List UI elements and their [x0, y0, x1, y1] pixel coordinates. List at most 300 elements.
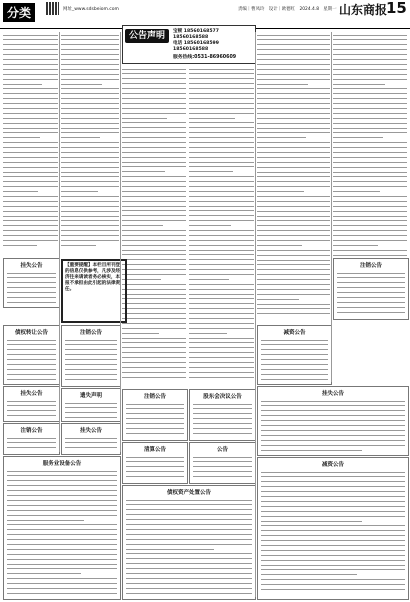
text-line	[61, 166, 119, 169]
text-line	[61, 141, 119, 144]
text-line	[65, 441, 117, 444]
text-line	[257, 190, 304, 193]
text-line	[126, 508, 252, 511]
text-line	[257, 127, 330, 130]
notice-box	[61, 423, 121, 455]
text-line	[3, 48, 58, 51]
text-line	[333, 234, 407, 237]
notice-box	[122, 442, 188, 484]
text-line	[333, 224, 407, 227]
text-line	[122, 361, 186, 364]
text-line	[3, 171, 58, 174]
text-line	[3, 136, 40, 139]
text-line	[189, 376, 254, 379]
text-line	[261, 549, 405, 552]
text-line	[122, 107, 186, 110]
text-line	[189, 161, 254, 164]
text-line	[261, 583, 405, 586]
text-line	[7, 543, 117, 546]
text-line	[7, 414, 56, 417]
text-line	[257, 205, 330, 208]
text-line	[61, 43, 119, 46]
text-line	[333, 205, 407, 208]
text-line	[122, 102, 186, 105]
text-line	[333, 102, 407, 105]
text-line	[7, 514, 117, 517]
text-column-5	[257, 32, 330, 322]
text-line	[7, 281, 56, 284]
text-line	[61, 205, 119, 208]
notice-box	[3, 456, 121, 600]
text-line	[7, 489, 117, 492]
text-line	[7, 358, 56, 361]
notice-title: 注销公告	[79, 330, 102, 336]
text-line	[257, 244, 302, 247]
text-line	[65, 363, 117, 366]
text-line	[333, 63, 407, 66]
text-line	[333, 127, 407, 130]
text-line	[257, 259, 330, 262]
text-line	[337, 286, 405, 289]
text-line	[122, 195, 186, 198]
text-line	[122, 317, 186, 320]
text-line	[257, 87, 330, 90]
text-line	[333, 117, 407, 120]
text-line	[189, 180, 254, 183]
text-line	[333, 254, 407, 257]
text-line	[189, 190, 254, 193]
text-line	[189, 224, 231, 227]
text-line	[189, 141, 254, 144]
text-line	[3, 166, 58, 169]
text-line	[122, 156, 186, 159]
text-column-4	[189, 66, 254, 386]
text-line	[122, 346, 186, 349]
text-line	[65, 348, 117, 351]
text-line	[126, 475, 184, 478]
text-line	[3, 229, 58, 232]
text-line	[61, 210, 119, 213]
text-line	[61, 92, 119, 95]
column-divider	[331, 32, 332, 382]
text-line	[189, 297, 254, 300]
text-line	[7, 582, 117, 585]
text-line	[257, 273, 330, 276]
ad-hotline: 服务热线:0531-86960609	[173, 55, 237, 60]
text-line	[122, 136, 186, 139]
text-line	[3, 53, 58, 56]
text-line	[193, 475, 252, 478]
text-line	[122, 77, 186, 80]
text-line	[126, 528, 252, 531]
text-line	[65, 368, 117, 371]
text-line	[7, 563, 117, 566]
text-line	[3, 122, 58, 125]
text-line	[189, 151, 254, 154]
text-line	[189, 146, 254, 149]
text-line	[61, 239, 119, 242]
text-line	[189, 92, 254, 95]
text-line	[122, 356, 186, 359]
text-line	[257, 293, 330, 296]
text-line	[126, 403, 184, 406]
text-line	[3, 87, 58, 90]
text-line	[257, 210, 330, 213]
text-line	[3, 180, 58, 183]
text-line	[193, 412, 252, 415]
text-line	[61, 112, 119, 115]
text-line	[257, 200, 330, 203]
text-line	[61, 117, 119, 120]
text-line	[7, 479, 117, 482]
notice-title: 注销公告	[20, 428, 43, 434]
text-line	[257, 34, 330, 37]
text-line	[65, 358, 117, 361]
text-line	[61, 175, 119, 178]
text-line	[257, 102, 330, 105]
text-line	[189, 322, 254, 325]
text-line	[261, 529, 405, 532]
text-line	[122, 258, 186, 261]
text-line	[257, 97, 330, 100]
text-line	[65, 378, 117, 381]
text-line	[189, 112, 254, 115]
text-line	[261, 559, 405, 562]
text-line	[257, 229, 330, 232]
text-line	[126, 533, 252, 536]
text-line	[261, 404, 405, 407]
text-line	[7, 409, 56, 412]
text-line	[122, 126, 186, 129]
text-line	[189, 288, 254, 291]
text-line	[333, 180, 407, 183]
text-line	[257, 131, 330, 134]
notice-title: 注销公告	[359, 263, 382, 269]
text-line	[257, 58, 330, 61]
text-line	[257, 83, 308, 86]
text-line	[7, 363, 56, 366]
text-line	[3, 141, 58, 144]
text-line	[7, 301, 56, 304]
text-line	[122, 87, 186, 90]
text-line	[122, 170, 165, 173]
text-line	[333, 43, 407, 46]
text-line	[61, 83, 102, 86]
notice-title: 挂失公告	[321, 391, 344, 397]
text-line	[122, 288, 186, 291]
text-line	[333, 83, 385, 86]
column-divider	[120, 32, 121, 452]
text-line	[193, 417, 252, 420]
text-line	[333, 58, 407, 61]
text-line	[3, 58, 58, 61]
text-line	[333, 249, 407, 252]
text-line	[193, 422, 252, 425]
text-line	[61, 97, 119, 100]
text-line	[126, 572, 252, 575]
text-line	[7, 577, 117, 580]
text-line	[189, 332, 227, 335]
text-line	[261, 363, 328, 366]
text-line	[261, 419, 405, 422]
text-line	[122, 341, 186, 344]
text-line	[122, 175, 186, 178]
text-line	[65, 343, 117, 346]
text-line	[193, 403, 252, 406]
text-line	[61, 244, 96, 247]
website-url[interactable]: 网址_www.sdsbeiom.com	[63, 7, 119, 12]
text-line	[261, 414, 405, 417]
text-line	[193, 465, 252, 468]
text-line	[257, 43, 330, 46]
text-line	[257, 263, 330, 266]
text-line	[261, 495, 405, 498]
text-line	[122, 214, 186, 217]
text-line	[65, 437, 117, 440]
text-line	[122, 92, 186, 95]
text-line	[261, 564, 405, 567]
text-line	[189, 302, 254, 305]
text-line	[189, 136, 254, 139]
text-line	[257, 68, 330, 71]
text-line	[7, 373, 56, 376]
text-line	[189, 273, 254, 276]
text-line	[122, 97, 186, 100]
text-line	[61, 53, 119, 56]
text-line	[3, 219, 58, 222]
text-line	[189, 185, 254, 188]
text-line	[7, 296, 56, 299]
text-line	[261, 434, 405, 437]
text-line	[126, 518, 252, 521]
page-number: 15	[386, 0, 407, 17]
text-line	[333, 97, 407, 100]
text-line	[7, 528, 117, 531]
text-line	[3, 156, 58, 159]
notice-box	[122, 389, 188, 441]
text-line	[261, 544, 405, 547]
text-line	[261, 520, 362, 523]
text-line	[7, 343, 56, 346]
text-line	[126, 465, 184, 468]
text-line	[333, 171, 407, 174]
text-line	[7, 368, 56, 371]
notice-title: 注销公告	[143, 394, 166, 400]
text-line	[7, 474, 117, 477]
text-line	[3, 38, 58, 41]
text-line	[261, 400, 405, 403]
text-line	[61, 87, 119, 90]
text-line	[189, 366, 254, 369]
text-line	[261, 409, 405, 412]
text-line	[7, 437, 56, 440]
notice-box	[3, 325, 60, 385]
text-line	[337, 291, 405, 294]
text-line	[257, 219, 330, 222]
text-line	[189, 170, 233, 173]
text-line	[126, 432, 184, 435]
text-line	[61, 127, 119, 130]
text-line	[61, 234, 119, 237]
text-line	[122, 307, 186, 310]
text-line	[333, 200, 407, 203]
text-line	[126, 523, 252, 526]
text-line	[257, 254, 330, 257]
text-line	[3, 34, 58, 37]
text-line	[126, 543, 252, 546]
text-line	[257, 307, 330, 310]
text-line	[189, 249, 254, 252]
text-line	[257, 234, 330, 237]
text-line	[122, 117, 167, 120]
text-line	[7, 446, 56, 449]
text-line	[189, 156, 254, 159]
text-line	[65, 373, 117, 376]
text-line	[65, 406, 117, 409]
text-line	[126, 592, 252, 595]
text-line	[193, 460, 252, 463]
text-line	[189, 107, 254, 110]
text-line	[193, 407, 252, 410]
text-line	[61, 195, 119, 198]
text-line	[122, 72, 186, 75]
text-line	[126, 567, 252, 570]
text-line	[189, 337, 254, 340]
text-line	[3, 43, 58, 46]
text-line	[189, 229, 254, 232]
text-line	[333, 73, 407, 76]
edition-info: 责编｜曹凤玲 设计｜欧德红 2024.4.8 星期一	[238, 7, 337, 12]
notice-title: 公告	[216, 447, 228, 453]
text-line	[3, 205, 58, 208]
text-line	[193, 427, 252, 430]
text-line	[261, 588, 405, 591]
text-line	[333, 151, 407, 154]
text-line	[122, 161, 186, 164]
text-line	[122, 244, 186, 247]
text-line	[122, 209, 186, 212]
reminder-notice: 【重要提醒】本栏目所刊登的信息仅供参考，凡涉及经济往来请读者务必核实，本报不承担由此引起的法律责任。	[61, 259, 127, 323]
text-line	[61, 161, 119, 164]
text-line	[261, 343, 328, 346]
text-line	[61, 215, 119, 218]
text-line	[333, 219, 407, 222]
text-line	[257, 141, 330, 144]
text-line	[189, 239, 254, 242]
text-column-6	[333, 32, 407, 282]
text-line	[261, 339, 328, 342]
text-line	[61, 190, 98, 193]
text-line	[122, 190, 186, 193]
text-line	[333, 244, 378, 247]
text-line	[7, 400, 56, 403]
text-line	[189, 205, 254, 208]
text-line	[7, 553, 117, 556]
text-line	[333, 131, 407, 134]
text-line	[61, 151, 119, 154]
text-line	[189, 317, 254, 320]
text-line	[3, 200, 58, 203]
text-line	[189, 244, 254, 247]
text-line	[7, 567, 117, 570]
text-line	[61, 34, 119, 37]
text-line	[126, 422, 184, 425]
text-line	[257, 288, 330, 291]
text-line	[333, 107, 407, 110]
text-line	[257, 283, 330, 286]
text-line	[126, 427, 184, 430]
text-line	[7, 286, 56, 289]
text-line	[61, 136, 100, 139]
text-line	[61, 48, 119, 51]
notice-title: 减资公告	[321, 462, 344, 468]
notice-box	[122, 485, 256, 600]
text-line	[333, 156, 407, 159]
text-line	[7, 533, 117, 536]
text-line	[257, 156, 330, 159]
text-line	[257, 146, 330, 149]
text-line	[337, 311, 405, 314]
text-line	[257, 239, 330, 242]
notice-box	[257, 457, 409, 600]
text-line	[261, 534, 405, 537]
text-line	[333, 215, 407, 218]
text-line	[61, 180, 119, 183]
text-line	[122, 82, 186, 85]
notice-title: 债权转让公告	[14, 330, 48, 336]
text-line	[261, 515, 405, 518]
qr-code-icon	[46, 2, 59, 15]
text-line	[61, 122, 119, 125]
text-line	[61, 185, 119, 188]
text-line	[333, 48, 407, 51]
text-line	[3, 83, 42, 86]
text-line	[257, 53, 330, 56]
notice-box	[3, 386, 60, 422]
text-line	[333, 87, 407, 90]
text-line	[122, 371, 186, 374]
text-line	[122, 68, 186, 71]
text-line	[126, 470, 184, 473]
text-line	[257, 117, 330, 120]
text-line	[189, 117, 235, 120]
text-line	[337, 272, 405, 275]
text-line	[261, 485, 405, 488]
text-line	[189, 312, 254, 315]
text-line	[3, 210, 58, 213]
text-line	[257, 38, 330, 41]
text-line	[7, 587, 117, 590]
text-line	[261, 568, 405, 571]
text-line	[61, 131, 119, 134]
text-line	[189, 346, 254, 349]
text-line	[3, 185, 58, 188]
text-line	[337, 276, 405, 279]
text-line	[122, 337, 186, 340]
text-line	[337, 306, 405, 309]
text-line	[261, 373, 328, 376]
column-divider	[255, 32, 256, 597]
text-line	[257, 298, 299, 301]
text-line	[189, 175, 254, 178]
text-line	[337, 301, 405, 304]
text-line	[65, 402, 117, 405]
text-line	[61, 200, 119, 203]
text-line	[126, 548, 214, 551]
text-line	[261, 378, 328, 381]
text-line	[257, 195, 330, 198]
text-line	[257, 161, 330, 164]
